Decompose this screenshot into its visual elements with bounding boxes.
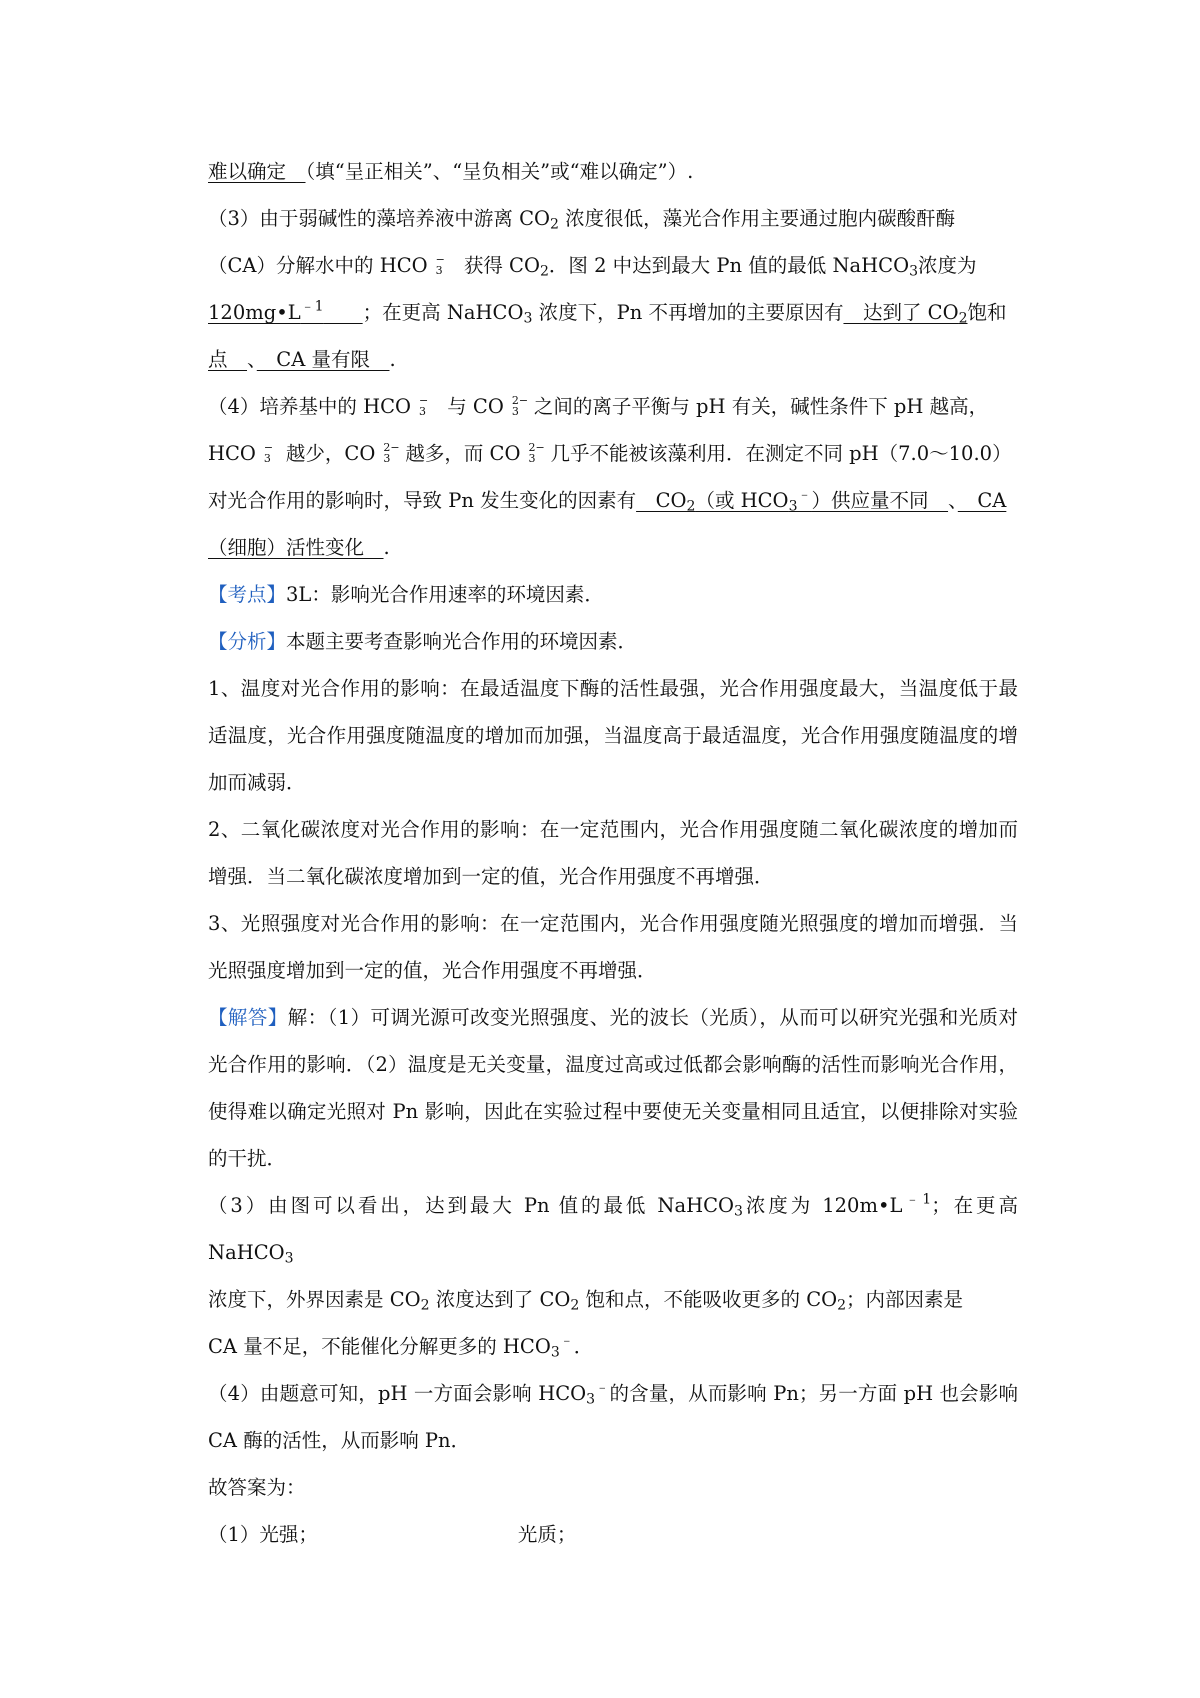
- answer-blank: （细胞）活性变化: [208, 536, 384, 559]
- solution-section: 【解答】解：（1）可调光源可改变光照强度、光的波长（光质），从而可以研究光强和光质对光合作用的影响．（2）温度是无关变量，温度过高或过低都会影响酶的活性而影响光合作用，使得难以确定光照对 Pn 影响，因此在实验过程中要使无关变量相同且适宜，以便排除对实验的干扰．: [208, 1006, 1018, 1170]
- answer-blank: CA 量有限: [256, 348, 390, 371]
- answer-blank: $CO_2$（或 $HCO_3^﹣$）供应量不同: [636, 486, 949, 515]
- analysis-point-1: 1、温度对光合作用的影响：在最适温度下酶的活性最强，光合作用强度最大，当温度低于最适温度，光合作用强度随温度的增加而加强，当温度高于最适温度，光合作用强度随温度的增加而减弱．: [208, 677, 1018, 794]
- analysis-point-2: 2、二氧化碳浓度对光合作用的影响：在一定范围内，光合作用强度随二氧化碳浓度的增加而增强．当二氧化碳浓度增加到一定的值，光合作用强度不再增强．: [208, 818, 1018, 888]
- part2-answer-line: 难以确定 （填“呈正相关”、“呈负相关”或“难以确定”）.: [208, 160, 694, 183]
- part4-paragraph: （4）培养基中的 HCO − 3 与 CO 2− 3 之间的离子平衡与 pH 有关，碱性条件下 pH 越高， HCO − 3 越少，CO 2− 3 越多，而 CO 2− 3 几乎不能被该藻利用．在测定不同 pH（7.0～10.0） 对光合作用的影响时，导致 Pn 发生变化的因素有 $CO_2$（或 $HCO_3^﹣$）供应量不同 、 CA （细胞）活性变化 .: [208, 393, 1012, 559]
- solution-part3: （3）由图可以看出，达到最大 Pn 值的最低 NaHCO$_3$浓度为 $120m•L^{﹣1}$；在更高 NaHCO$_3$ 浓度下，外界因素是 $CO_2$ 浓度达到了 $CO_2$ 饱和点，不能吸收更多的 $CO_2$；内部因素是 CA 量不足，不能催化分解更多的 $HCO_3^﹣$．: [208, 1191, 1018, 1361]
- solution-tag: 【解答】: [208, 1006, 288, 1029]
- key-point-section: 【考点】3L：影响光合作用速率的环境因素．: [208, 583, 604, 606]
- analysis-section: 【分析】本题主要考查影响光合作用的环境因素．: [208, 630, 638, 653]
- carbonate-ion-notation: 2− 3: [511, 393, 529, 418]
- carbonate-ion-notation: 2− 3: [383, 440, 400, 465]
- carbonate-ion-notation: 2− 3: [528, 440, 545, 465]
- answer-blank: 点: [208, 348, 248, 371]
- solution-part4: （4）由题意可知，pH 一方面会影响 $HCO_3^﹣$的含量，从而影响 Pn；另一方面 pH 也会影响 CA 酶的活性，从而影响 Pn．: [208, 1379, 1019, 1452]
- analysis-point-3: 3、光照强度对光合作用的影响：在一定范围内，光合作用强度随光照强度的增加而增强．当光照强度增加到一定的值，光合作用强度不再增强．: [208, 912, 1018, 982]
- bicarbonate-ion-notation: − 3: [263, 440, 274, 465]
- answer-blank: $120mg•L^{﹣1}$: [208, 298, 324, 324]
- answer-content: [208, 148, 1018, 1558]
- final-answer-1: （1）光强； 光质；: [208, 1523, 577, 1546]
- bicarbonate-ion-notation: − 3: [419, 393, 429, 418]
- answer-blank: 难以确定: [208, 160, 306, 183]
- answer-blank: 达到了 $CO_2$: [843, 301, 968, 327]
- answer-blank: CA: [957, 489, 1007, 512]
- analysis-tag: 【分析】: [208, 630, 287, 653]
- part3-paragraph: （3）由于弱碱性的藻培养液中游离 $CO_2$ 浓度很低，藻光合作用主要通过胞内碳酸酐酶 （CA）分解水中的 HCO − 3 获得 $CO_2$．图 2 中达到最大 Pn 值的最低 NaHCO$_3$浓度为 $120mg•L^{﹣1}$ ；在更高 NaHCO$_3$ 浓度下，Pn 不再增加的主要原因有 达到了 $CO_2$饱和 点 、 CA 量有限 .: [208, 207, 1007, 371]
- key-point-tag: 【考点】: [208, 583, 287, 606]
- bicarbonate-ion-notation: − 3: [435, 252, 445, 277]
- answer-intro: 故答案为：: [208, 1476, 306, 1499]
